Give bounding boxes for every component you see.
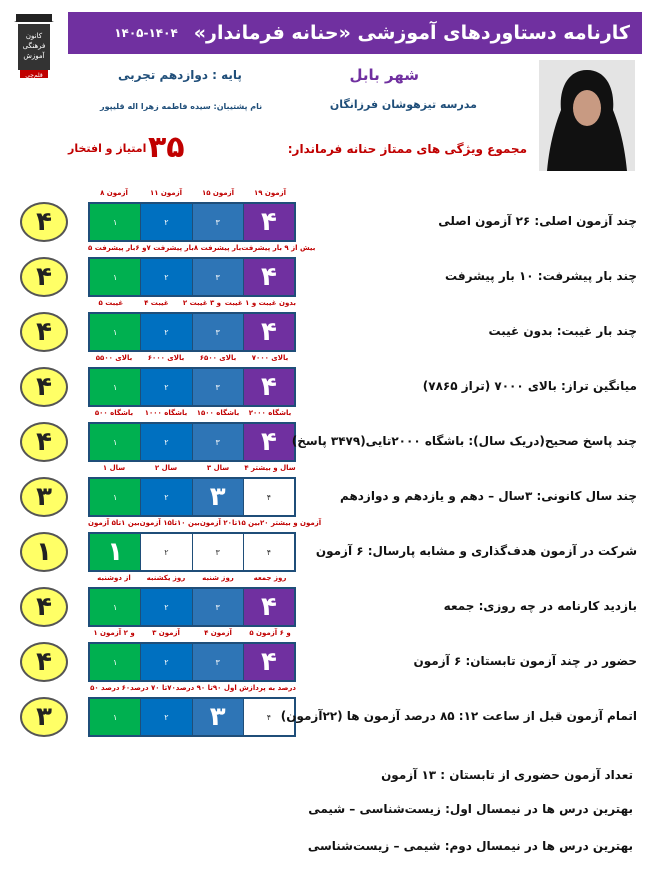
row-label: چند بار غیبت: بدون غیبت bbox=[488, 324, 637, 338]
level-cell: ۲ bbox=[140, 699, 191, 735]
svg-text:کانون: کانون bbox=[25, 32, 43, 40]
threshold-label: بالای ۶۵۰۰ bbox=[199, 354, 237, 362]
threshold-label: روز یکشنبه bbox=[146, 574, 186, 582]
row-label: بازدید کارنامه در چه روزی: جمعه bbox=[443, 599, 637, 613]
threshold-label: ۷۰تا ۹۰ درصد bbox=[167, 684, 213, 692]
level-cell: ۱ bbox=[90, 479, 140, 515]
student-city: شهر بابل bbox=[349, 66, 419, 84]
level-cell: ۳ bbox=[192, 259, 243, 295]
threshold-label: ۳ آزمون bbox=[152, 629, 180, 637]
threshold-label: ۵ غیبت bbox=[98, 299, 124, 307]
summary-line: تعداد آزمون حضوری از تابستان : ۱۳ آزمون bbox=[381, 768, 633, 782]
threshold-label: ۴ سال و بیشتر bbox=[244, 464, 296, 472]
threshold-label: ۴ آزمون bbox=[204, 629, 232, 637]
level-cell: ۳ bbox=[192, 204, 243, 240]
threshold-label: بالای ۷۰۰۰ bbox=[251, 354, 289, 362]
student-grade: پایه : دوازدهم تجربی bbox=[118, 68, 242, 82]
threshold-label: بیش از ۹ بار پیشرفت bbox=[241, 244, 316, 252]
level-cell: ۱ bbox=[90, 204, 140, 240]
level-table bbox=[88, 202, 296, 242]
level-cell: ۲ bbox=[140, 644, 191, 680]
level-cell: ۳ bbox=[192, 534, 243, 570]
threshold-label: روز جمعه bbox=[253, 574, 287, 582]
level-table bbox=[88, 532, 296, 572]
level-cell: ۲ bbox=[140, 534, 191, 570]
threshold-label: بین ۱تا۵ آزمون bbox=[88, 519, 140, 527]
threshold-label: ۵ و ۶ آزمون bbox=[249, 629, 291, 637]
level-cell: ۱ bbox=[90, 369, 140, 405]
level-table bbox=[88, 312, 296, 352]
score-badge: ۴ bbox=[20, 312, 68, 352]
level-cell: ۳ bbox=[192, 369, 243, 405]
score-badge: ۴ bbox=[20, 422, 68, 462]
title-banner bbox=[68, 12, 642, 54]
threshold-label: بدون غیبت و ۱ غیبت bbox=[224, 299, 296, 307]
row-thresholds bbox=[88, 464, 296, 472]
threshold-label: ۸ بار پیشرفت bbox=[193, 244, 242, 252]
level-cell: ۴ bbox=[243, 479, 294, 515]
row-label: حضور در چند آزمون تابستان: ۶ آزمون bbox=[413, 654, 637, 668]
threshold-label: ۱ و ۲ آزمون bbox=[93, 629, 135, 637]
level-table bbox=[88, 367, 296, 407]
level-cell: ۲ bbox=[140, 369, 191, 405]
features-label: مجموع ویژگی های ممتاز حنانه فرماندار: bbox=[287, 142, 527, 156]
level-cell: ۴ bbox=[243, 699, 294, 735]
level-cell: ۴ bbox=[243, 644, 294, 680]
summary-line: بهترین درس ها در نیمسال اول: زیست‌شناسی – شیمی bbox=[308, 802, 633, 816]
level-cell: ۴ bbox=[243, 424, 294, 460]
threshold-label: ۲ سال bbox=[154, 464, 178, 472]
page-title: کارنامه دستاوردهای آموزشی «حنانه فرماندار» bbox=[193, 22, 630, 44]
threshold-label: ۳ سال bbox=[206, 464, 230, 472]
threshold-label: ۴ غیبت bbox=[144, 299, 169, 307]
threshold-label: باشگاه ۵۰۰ bbox=[94, 409, 134, 417]
summary-line: بهترین درس ها در نیمسال دوم: شیمی – زیست‌شناسی bbox=[307, 839, 633, 853]
level-cell: ۱ bbox=[90, 534, 140, 570]
svg-text:فرهنگی: فرهنگی bbox=[22, 42, 46, 50]
level-cell: ۴ bbox=[243, 259, 294, 295]
level-cell: ۱ bbox=[90, 424, 140, 460]
threshold-label: ۱ سال bbox=[102, 464, 126, 472]
threshold-label: ۵ و ۶بار پیشرفت bbox=[88, 244, 147, 252]
row-thresholds bbox=[88, 684, 296, 692]
row-thresholds bbox=[88, 409, 296, 417]
threshold-label: ۹۰ درصد به پردازش اول bbox=[212, 684, 296, 692]
row-thresholds bbox=[88, 519, 322, 527]
kanoon-logo bbox=[6, 10, 62, 80]
level-cell: ۳ bbox=[192, 699, 243, 735]
level-cell: ۱ bbox=[90, 589, 140, 625]
row-label: چند سال کانونی: ۳سال – دهم و یازدهم و دوازدهم bbox=[340, 489, 637, 503]
level-table bbox=[88, 257, 296, 297]
row-label: چند آزمون اصلی: ۲۶ آزمون اصلی bbox=[438, 214, 637, 228]
threshold-label: ۸ آزمون bbox=[100, 189, 128, 197]
level-cell: ۱ bbox=[90, 314, 140, 350]
level-cell: ۲ bbox=[140, 424, 191, 460]
student-photo bbox=[539, 60, 635, 171]
level-cell: ۳ bbox=[192, 644, 243, 680]
level-cell: ۱ bbox=[90, 259, 140, 295]
level-cell: ۲ bbox=[140, 479, 191, 515]
level-table bbox=[88, 587, 296, 627]
threshold-label: ۱۹ آزمون bbox=[253, 189, 287, 197]
year-range: ۱۴۰۵-۱۴۰۴ bbox=[114, 26, 178, 40]
row-thresholds bbox=[88, 574, 296, 582]
score-badge: ۴ bbox=[20, 257, 68, 297]
level-cell: ۳ bbox=[192, 424, 243, 460]
level-cell: ۲ bbox=[140, 314, 191, 350]
row-thresholds bbox=[88, 354, 296, 362]
threshold-label: باشگاه ۲۰۰۰ bbox=[248, 409, 292, 417]
score-value: ۳۵ bbox=[148, 130, 185, 165]
threshold-label: ۱۵ آزمون bbox=[201, 189, 235, 197]
threshold-label: ۲۰ آزمون و بیشتر bbox=[259, 519, 322, 527]
score-badge: ۳ bbox=[20, 477, 68, 517]
row-thresholds bbox=[88, 299, 296, 307]
row-thresholds bbox=[88, 244, 316, 252]
score-badge: ۳ bbox=[20, 697, 68, 737]
supporter-name: نام پشتیبان: سیده فاطمه زهرا اله قلیپور bbox=[100, 102, 263, 111]
level-cell: ۳ bbox=[192, 479, 243, 515]
svg-text:قلم‌چی: قلم‌چی bbox=[25, 72, 43, 79]
level-table bbox=[88, 477, 296, 517]
level-table bbox=[88, 697, 296, 737]
level-cell: ۴ bbox=[243, 589, 294, 625]
level-cell: ۱ bbox=[90, 644, 140, 680]
threshold-label: بالای ۶۰۰۰ bbox=[147, 354, 185, 362]
score-badge: ۴ bbox=[20, 367, 68, 407]
level-cell: ۴ bbox=[243, 534, 294, 570]
threshold-label: ۷ بار پیشرفت bbox=[146, 244, 194, 252]
level-table bbox=[88, 422, 296, 462]
score-badge: ۴ bbox=[20, 587, 68, 627]
level-cell: ۴ bbox=[243, 314, 294, 350]
threshold-label: ۱۱ آزمون bbox=[149, 189, 183, 197]
row-thresholds bbox=[88, 629, 296, 637]
row-label: شرکت در آزمون هدف‌گذاری و مشابه پارسال: ۶ آزمون bbox=[315, 544, 637, 558]
threshold-label: ۲ و ۳ غیبت bbox=[182, 299, 222, 307]
score-badge: ۴ bbox=[20, 642, 68, 682]
student-school: مدرسه تیزهوشان فرزانگان bbox=[329, 98, 477, 111]
row-label: چند پاسخ صحیح(دریک سال): باشگاه ۲۰۰۰تایی(۳۴۷۹ پاسخ) bbox=[291, 434, 637, 448]
level-cell: ۱ bbox=[90, 699, 140, 735]
level-cell: ۲ bbox=[140, 259, 191, 295]
threshold-label: از دوشنبه bbox=[97, 574, 131, 582]
threshold-label: بین ۱۰تا۱۵ آزمون bbox=[139, 519, 200, 527]
level-cell: ۳ bbox=[192, 589, 243, 625]
level-cell: ۴ bbox=[243, 369, 294, 405]
threshold-label: ۶۰تا ۷۰ درصد bbox=[121, 684, 168, 692]
row-label: اتمام آزمون قبل از ساعت ۱۲: ۸۵ درصد آزمون ها (۲۲آزمون) bbox=[280, 709, 637, 723]
threshold-label: بین ۱۵تا۲۰ آزمون bbox=[199, 519, 260, 527]
level-cell: ۳ bbox=[192, 314, 243, 350]
row-thresholds bbox=[88, 189, 296, 197]
threshold-label: روز شنبه bbox=[202, 574, 234, 582]
level-cell: ۲ bbox=[140, 589, 191, 625]
threshold-label: بالای ۵۵۰۰ bbox=[95, 354, 133, 362]
score-suffix: امتیاز و افتخار bbox=[68, 142, 147, 155]
score-badge: ۱ bbox=[20, 532, 68, 572]
row-label: میانگین تراز: بالای ۷۰۰۰ (تراز ۷۸۶۵) bbox=[422, 379, 637, 393]
level-cell: ۴ bbox=[243, 204, 294, 240]
row-label: چند بار پیشرفت: ۱۰ بار پیشرفت bbox=[445, 269, 637, 283]
level-table bbox=[88, 642, 296, 682]
threshold-label: باشگاه ۱۵۰۰ bbox=[196, 409, 240, 417]
threshold-label: ۵۰ درصد bbox=[90, 684, 120, 692]
level-cell: ۲ bbox=[140, 204, 191, 240]
svg-text:آموزش: آموزش bbox=[23, 52, 45, 60]
threshold-label: باشگاه ۱۰۰۰ bbox=[144, 409, 188, 417]
score-badge: ۴ bbox=[20, 202, 68, 242]
